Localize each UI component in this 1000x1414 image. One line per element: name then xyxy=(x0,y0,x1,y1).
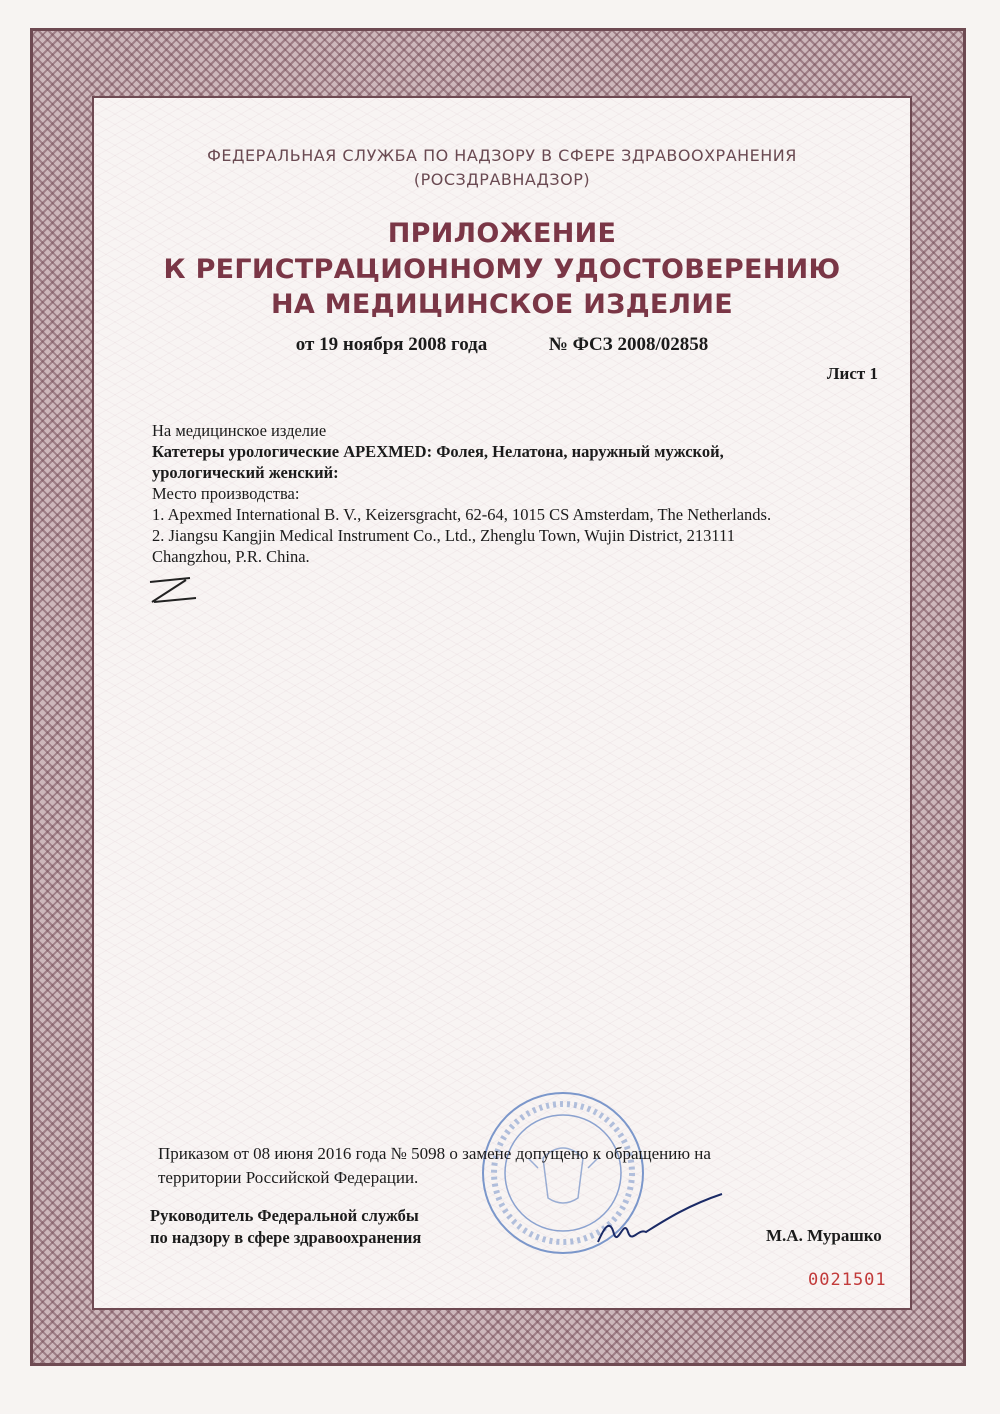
order-line-1: Приказом от 08 июня 2016 года № 5098 о замене допущено к обращению на xyxy=(158,1144,711,1163)
signature xyxy=(590,1188,730,1258)
signatory-title-line-1: Руководитель Федеральной службы xyxy=(150,1206,419,1225)
agency-abbreviation: (РОСЗДРАВНАДЗОР) xyxy=(413,170,591,189)
handwritten-initial xyxy=(146,572,206,608)
title-line-3: НА МЕДИЦИНСКОЕ ИЗДЕЛИЕ xyxy=(270,289,734,320)
serial-number: 0021501 xyxy=(808,1270,887,1290)
registration-number: № ФСЗ 2008/02858 xyxy=(548,334,709,355)
signatory-name: М.А. Мурашко xyxy=(766,1226,882,1245)
manufacturer-2-line-2: Changzhou, P.R. China. xyxy=(152,547,310,566)
manufacturer-2-line-1: 2. Jiangsu Kangjin Medical Instrument Co., Ltd., Zhenglu Town, Wujin District, 213111 xyxy=(152,526,735,545)
device-description xyxy=(152,420,892,567)
title-line-1: ПРИЛОЖЕНИЕ xyxy=(387,218,617,249)
intro-text: На медицинское изделие xyxy=(152,421,327,440)
manufacturer-1: 1. Apexmed International B. V., Keizersgracht, 62-64, 1015 CS Amsterdam, The Netherlands. xyxy=(152,505,772,524)
product-name-line-1: Катетеры урологические APEXMED: Фолея, Нелатона, наружный мужской, xyxy=(152,442,724,461)
title-line-2: К РЕГИСТРАЦИОННОМУ УДОСТОВЕРЕНИЮ xyxy=(163,254,841,285)
agency-name: ФЕДЕРАЛЬНАЯ СЛУЖБА ПО НАДЗОРУ В СФЕРЕ ЗДРАВООХРАНЕНИЯ xyxy=(207,146,797,165)
signatory-title xyxy=(150,1205,421,1249)
registration-date: от 19 ноября 2008 года xyxy=(295,334,488,355)
signatory-title-line-2: по надзору в сфере здравоохранения xyxy=(150,1228,422,1247)
product-name-line-2: урологический женский: xyxy=(152,463,339,482)
sheet-number: Лист 1 xyxy=(826,364,878,383)
order-line-2: территории Российской Федерации. xyxy=(158,1168,419,1187)
registration-line xyxy=(92,334,912,356)
place-label: Место производства: xyxy=(152,484,300,503)
order-text xyxy=(158,1142,818,1190)
